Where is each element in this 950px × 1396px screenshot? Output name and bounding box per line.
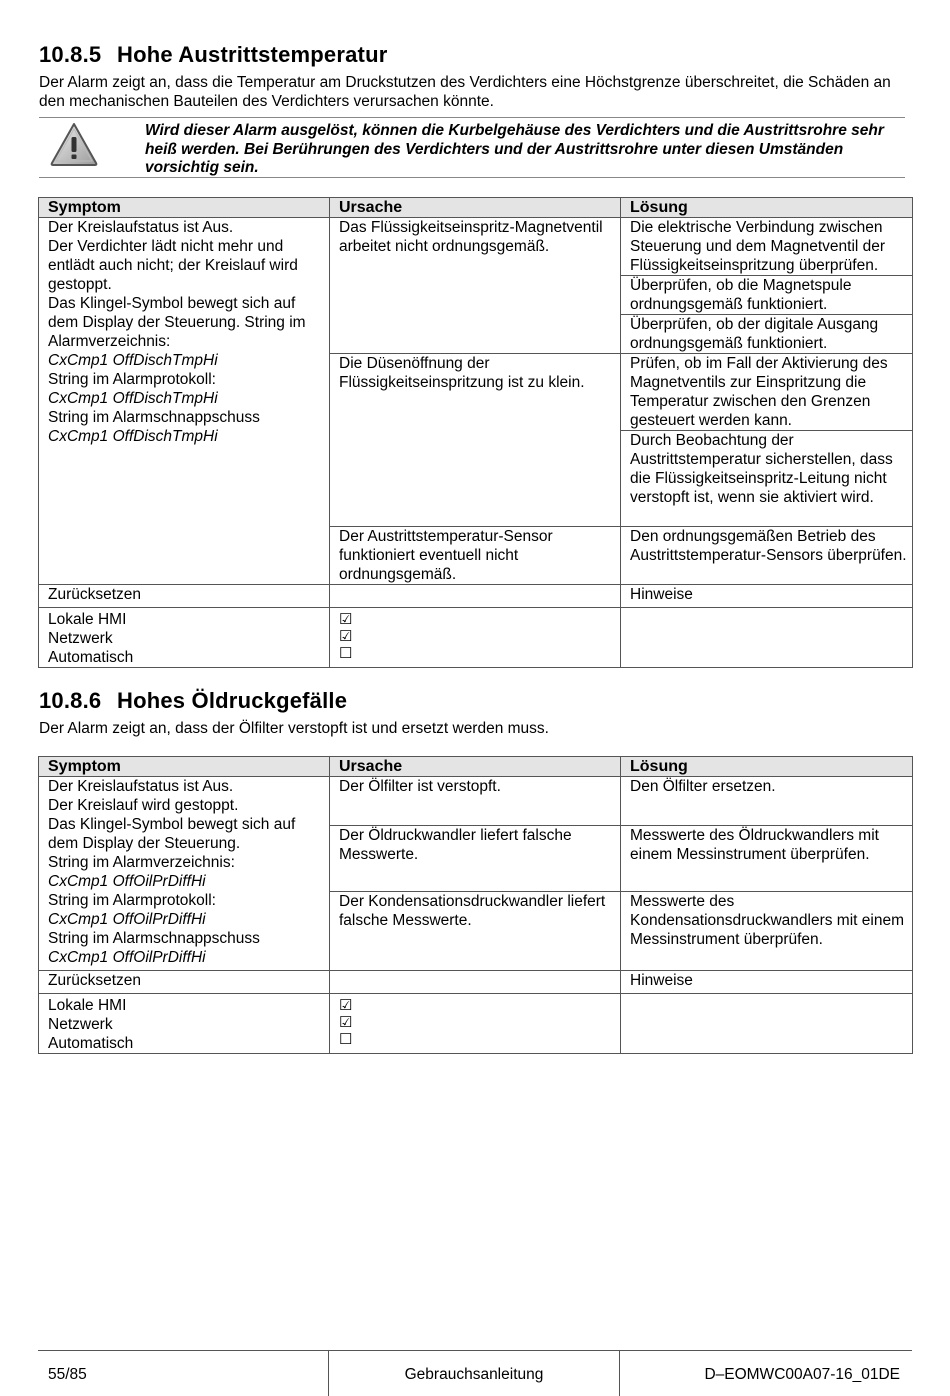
symptom-line: String im Alarmverzeichnis: xyxy=(48,854,235,871)
symptom-line: Das Klingel-Symbol bewegt sich auf dem Display der Steuerung. String im Alarmverzeichnis: xyxy=(48,295,306,350)
reset-options-row xyxy=(39,608,913,668)
cause-cell: Der Öldruckwandler liefert falsche Messwerte. xyxy=(330,826,621,892)
symptom-cell xyxy=(39,777,330,971)
cause-cell: Die Düsenöffnung der Flüssigkeitseinspritzung ist zu klein. xyxy=(330,354,621,527)
table-header-row xyxy=(39,198,913,218)
symptom-line: Der Kreislauf wird gestoppt. xyxy=(48,797,239,814)
solution-cell: Durch Beobachtung der Austrittstemperatur sicherstellen, dass die Flüssigkeitseinspritz-Leitung nicht verstopft ist, wenn sie aktiviert wird. xyxy=(621,431,913,527)
header-solution: Lösung xyxy=(621,198,913,218)
symptom-cell xyxy=(39,218,330,585)
section-number: 10.8.6 xyxy=(39,688,102,713)
header-cause: Ursache xyxy=(330,757,621,777)
document-id: D–EOMWC00A07-16_01DE xyxy=(704,1366,900,1383)
alarm-table-2 xyxy=(38,756,913,1054)
page-number: 55/85 xyxy=(38,1351,329,1396)
solution-cell: Den ordnungsgemäßen Betrieb des Austrittstemperatur-Sensors überprüfen. xyxy=(621,527,913,585)
notes-cell xyxy=(621,994,913,1054)
reset-options-cell xyxy=(39,608,330,668)
section-intro: Der Alarm zeigt an, dass die Temperatur am Druckstutzen des Verdichters eine Höchstgrenze überschreitet, die Schäden an den mechanischen Bauteilen des Verdichters verursachen könnte. xyxy=(39,74,891,110)
reset-row xyxy=(39,971,913,994)
reset-options-cell xyxy=(39,994,330,1054)
page-footer xyxy=(38,1350,912,1396)
reset-option-network: Netzwerk xyxy=(48,1016,113,1033)
checkbox-cell xyxy=(330,994,621,1054)
solution-cell: Prüfen, ob im Fall der Aktivierung des Magnetventils zur Einspritzung die Temperatur zwischen den Grenzen gesteuert werden kann. xyxy=(621,354,913,431)
section-number: 10.8.5 xyxy=(39,42,102,67)
table-row xyxy=(39,777,913,826)
cause-cell: Das Flüssigkeitseinspritz-Magnetventil arbeitet nicht ordnungsgemäß. xyxy=(330,218,621,354)
section-heading-1 xyxy=(39,42,387,68)
checked-box-icon: ☑ xyxy=(339,997,353,1014)
header-solution: Lösung xyxy=(621,757,913,777)
reset-option-network: Netzwerk xyxy=(48,630,113,647)
solution-cell: Den Ölfilter ersetzen. xyxy=(621,777,913,826)
symptom-line: Der Verdichter lädt nicht mehr und entlädt auch nicht; der Kreislauf wird gestoppt. xyxy=(48,238,298,293)
empty-box-icon: ☐ xyxy=(339,1031,353,1048)
symptom-line: Das Klingel-Symbol bewegt sich auf dem Display der Steuerung. xyxy=(48,816,296,852)
header-cause: Ursache xyxy=(330,198,621,218)
section-intro: Der Alarm zeigt an, dass der Ölfilter verstopft ist und ersetzt werden muss. xyxy=(39,720,549,737)
solution-cell: Überprüfen, ob die Magnetspule ordnungsgemäß funktioniert. xyxy=(621,276,913,315)
section-title: Hohe Austrittstemperatur xyxy=(117,42,388,67)
symptom-line: String im Alarmprotokoll: xyxy=(48,371,216,388)
section-heading-2 xyxy=(39,688,347,714)
alarm-string: CxCmp1 OffDischTmpHi xyxy=(48,352,218,369)
empty-cell xyxy=(330,971,621,994)
solution-cell: Überprüfen, ob der digitale Ausgang ordnungsgemäß funktioniert. xyxy=(621,315,913,354)
reset-options-row xyxy=(39,994,913,1054)
reset-option-local-hmi: Lokale HMI xyxy=(48,997,127,1014)
section-title: Hohes Öldruckgefälle xyxy=(117,688,348,713)
checked-box-icon: ☑ xyxy=(339,611,353,628)
notes-label: Hinweise xyxy=(621,585,913,608)
header-symptom: Symptom xyxy=(39,757,330,777)
reset-row xyxy=(39,585,913,608)
alarm-string: CxCmp1 OffDischTmpHi xyxy=(48,390,218,407)
reset-option-local-hmi: Lokale HMI xyxy=(48,611,127,628)
document-type: Gebrauchsanleitung xyxy=(329,1351,620,1396)
notes-cell xyxy=(621,608,913,668)
warning-triangle-icon xyxy=(49,121,99,167)
reset-label: Zurücksetzen xyxy=(39,971,330,994)
warning-box xyxy=(39,117,905,178)
solution-cell: Messwerte des Öldruckwandlers mit einem Messinstrument überprüfen. xyxy=(621,826,913,892)
reset-option-automatic: Automatisch xyxy=(48,1035,134,1052)
header-symptom: Symptom xyxy=(39,198,330,218)
checked-box-icon: ☑ xyxy=(339,1014,353,1031)
alarm-string: CxCmp1 OffOilPrDiffHi xyxy=(48,949,206,966)
table-row xyxy=(39,218,913,276)
table-header-row xyxy=(39,757,913,777)
cause-cell: Der Kondensationsdruckwandler liefert falsche Messwerte. xyxy=(330,892,621,971)
solution-cell: Messwerte des Kondensationsdruckwandlers mit einem Messinstrument überprüfen. xyxy=(621,892,913,971)
symptom-line: Der Kreislaufstatus ist Aus. xyxy=(48,778,234,795)
notes-label: Hinweise xyxy=(621,971,913,994)
symptom-line: String im Alarmschnappschuss xyxy=(48,409,260,426)
cause-cell: Der Austrittstemperatur-Sensor funktioniert eventuell nicht ordnungsgemäß. xyxy=(330,527,621,585)
warning-text: Wird dieser Alarm ausgelöst, können die Kurbelgehäuse des Verdichters und die Austrittsrohre sehr heiß werden. Bei Berührungen des Verdichters und der Austrittsrohre unter diesen Umständen vorsichtig sein. xyxy=(145,122,884,176)
checkbox-cell xyxy=(330,608,621,668)
solution-cell: Die elektrische Verbindung zwischen Steuerung und dem Magnetventil der Flüssigkeitseinspritzung überprüfen. xyxy=(621,218,913,276)
symptom-line: String im Alarmschnappschuss xyxy=(48,930,260,947)
alarm-string: CxCmp1 OffOilPrDiffHi xyxy=(48,911,206,928)
symptom-line: Der Kreislaufstatus ist Aus. xyxy=(48,219,234,236)
symptom-line: String im Alarmprotokoll: xyxy=(48,892,216,909)
alarm-string: CxCmp1 OffDischTmpHi xyxy=(48,428,218,445)
reset-label: Zurücksetzen xyxy=(39,585,330,608)
empty-cell xyxy=(330,585,621,608)
alarm-string: CxCmp1 OffOilPrDiffHi xyxy=(48,873,206,890)
reset-option-automatic: Automatisch xyxy=(48,649,134,666)
empty-box-icon: ☐ xyxy=(339,645,353,662)
cause-cell: Der Ölfilter ist verstopft. xyxy=(330,777,621,826)
alarm-table-1 xyxy=(38,197,913,668)
checked-box-icon: ☑ xyxy=(339,628,353,645)
